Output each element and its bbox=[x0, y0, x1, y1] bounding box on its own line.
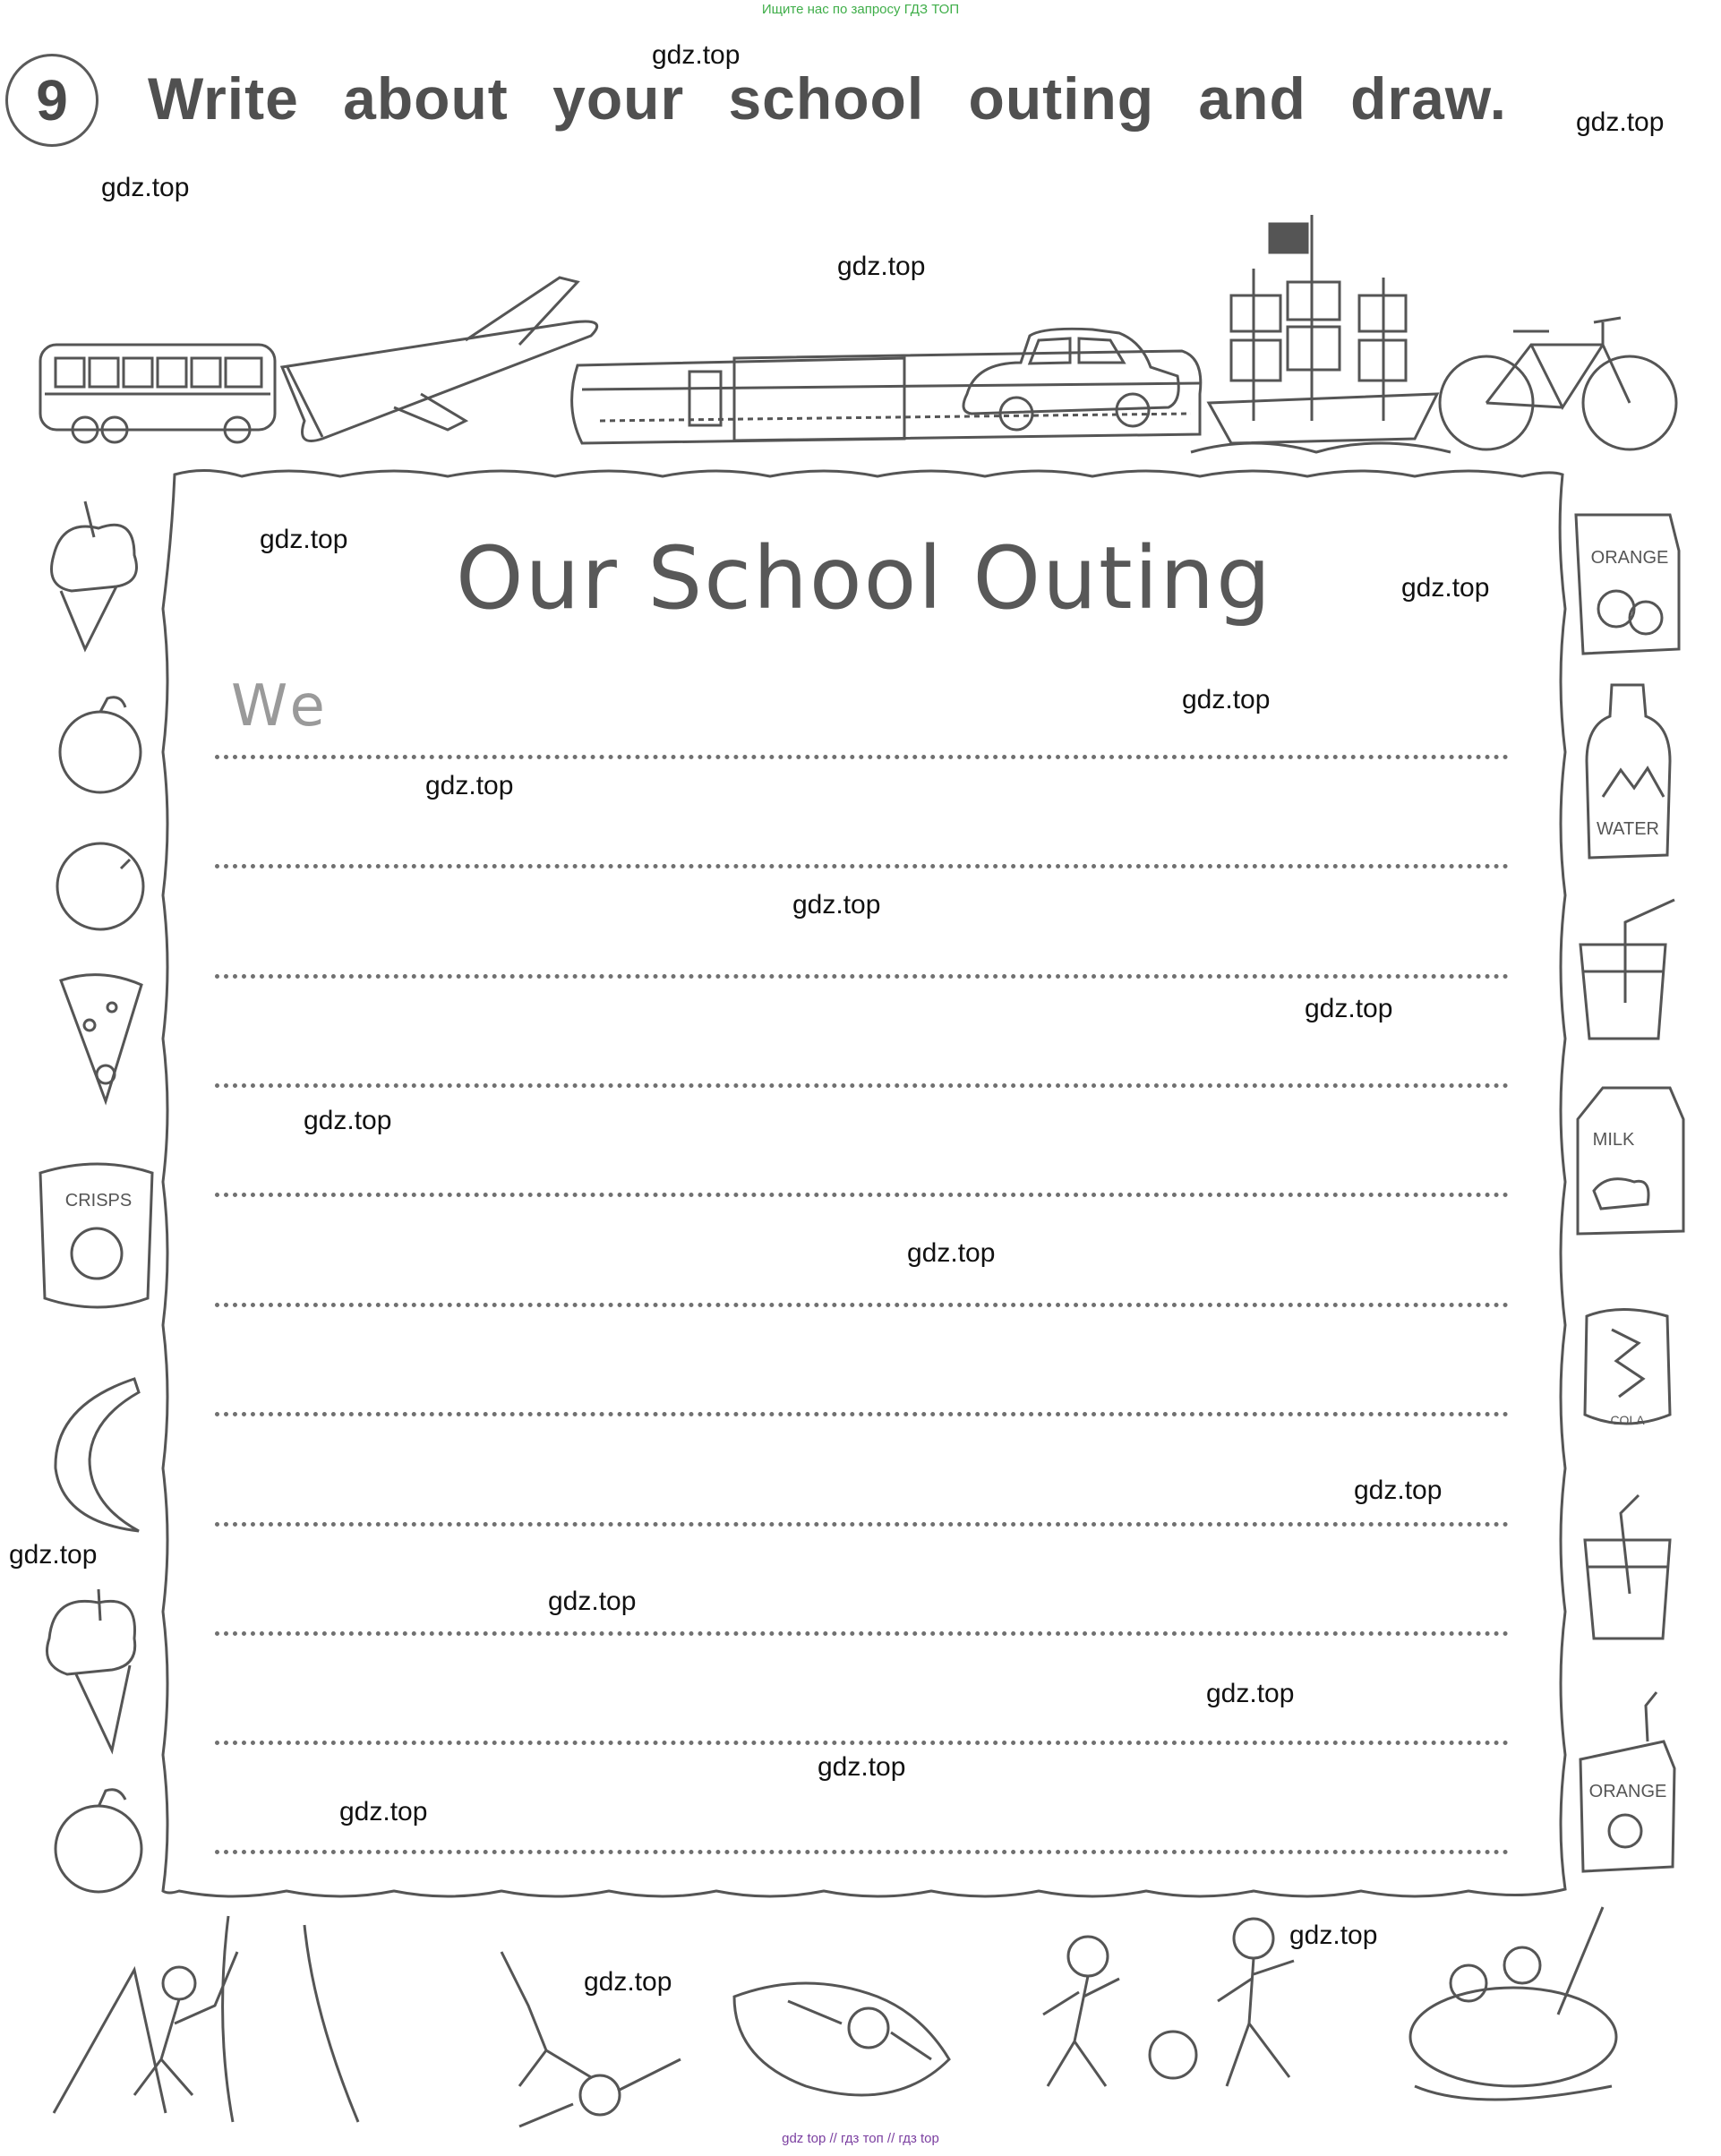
writing-line-4[interactable] bbox=[215, 1083, 1509, 1088]
ice-cream-icon-2 bbox=[47, 1589, 135, 1750]
watermark: gdz.top bbox=[1576, 107, 1665, 137]
watermark: gdz.top bbox=[1354, 1476, 1443, 1505]
watermark: gdz.top bbox=[1305, 994, 1393, 1023]
writing-line-3[interactable] bbox=[215, 974, 1509, 979]
writing-line-1[interactable] bbox=[215, 755, 1509, 759]
writing-line-6[interactable] bbox=[215, 1303, 1509, 1307]
bus-icon bbox=[40, 345, 275, 442]
writing-line-2[interactable] bbox=[215, 864, 1509, 868]
ice-cream-icon bbox=[52, 501, 137, 649]
cola-label: COLA bbox=[1610, 1413, 1645, 1427]
watermark: gdz.top bbox=[1182, 685, 1271, 714]
crisps-label: CRISPS bbox=[64, 1191, 133, 1211]
watermark: gdz.top bbox=[1401, 573, 1490, 603]
milk-carton-icon bbox=[1578, 1088, 1683, 1234]
apple-icon bbox=[60, 697, 141, 792]
watermark: gdz.top bbox=[9, 1540, 98, 1570]
watermark: gdz.top bbox=[425, 771, 514, 800]
rock-climber-icon bbox=[54, 1916, 358, 2122]
watermark: gdz.top bbox=[548, 1587, 637, 1616]
juice-glass-icon-2 bbox=[1585, 1495, 1670, 1638]
football-players-icon bbox=[1043, 1919, 1294, 2086]
watermark: gdz.top bbox=[1289, 1921, 1378, 1950]
orange-juice-label-2: ORANGE bbox=[1588, 1782, 1667, 1801]
milk-label: MILK bbox=[1592, 1130, 1635, 1150]
watermark: gdz.top bbox=[260, 525, 348, 554]
watermark: gdz.top bbox=[304, 1106, 392, 1135]
rafting-icon bbox=[1410, 1907, 1616, 2100]
watermark: gdz.top bbox=[792, 890, 881, 920]
exercise-instruction: Write about your school outing and draw. bbox=[148, 65, 1508, 132]
footer-links[interactable]: gdz top // гдз топ // гдз top bbox=[782, 2131, 939, 2146]
watermark: gdz.top bbox=[584, 1967, 672, 1997]
writing-line-7[interactable] bbox=[215, 1412, 1509, 1416]
watermark: gdz.top bbox=[652, 40, 741, 70]
swimmer-icon bbox=[734, 1983, 949, 2095]
pirate-ship-icon bbox=[1191, 215, 1451, 452]
orange-juice-label: ORANGE bbox=[1590, 548, 1669, 568]
bicycle-icon bbox=[1440, 318, 1676, 449]
train-icon bbox=[572, 351, 1201, 443]
juice-glass-icon bbox=[1580, 900, 1674, 1039]
cola-can-icon bbox=[1585, 1310, 1670, 1424]
watermark: gdz.top bbox=[339, 1797, 428, 1827]
orange-juice-box-icon bbox=[1576, 515, 1679, 654]
water-label: WATER bbox=[1597, 819, 1659, 839]
watermark: gdz.top bbox=[818, 1752, 906, 1782]
writing-line-10[interactable] bbox=[215, 1741, 1509, 1745]
writing-line-9[interactable] bbox=[215, 1631, 1509, 1636]
sentence-starter: We bbox=[231, 673, 330, 740]
writing-line-5[interactable] bbox=[215, 1193, 1509, 1197]
worksheet-title: Our School Outing bbox=[455, 528, 1273, 629]
writing-line-8[interactable] bbox=[215, 1522, 1509, 1527]
top-banner-link[interactable]: Ищите нас по запросу ГДЗ ТОП bbox=[761, 2, 960, 17]
watermark: gdz.top bbox=[101, 173, 190, 202]
exercise-number: 9 bbox=[36, 68, 68, 133]
watermark: gdz.top bbox=[1206, 1679, 1295, 1708]
pizza-icon bbox=[61, 975, 141, 1101]
orange-fruit-icon bbox=[57, 843, 143, 929]
apple-icon-2 bbox=[56, 1790, 141, 1892]
airplane-icon bbox=[282, 278, 597, 441]
writing-line-11[interactable] bbox=[215, 1850, 1509, 1854]
writing-frame-border bbox=[163, 470, 1565, 1896]
banana-icon bbox=[56, 1379, 139, 1531]
crisps-icon bbox=[40, 1164, 152, 1307]
watermark: gdz.top bbox=[907, 1238, 996, 1268]
watermark: gdz.top bbox=[837, 252, 926, 281]
